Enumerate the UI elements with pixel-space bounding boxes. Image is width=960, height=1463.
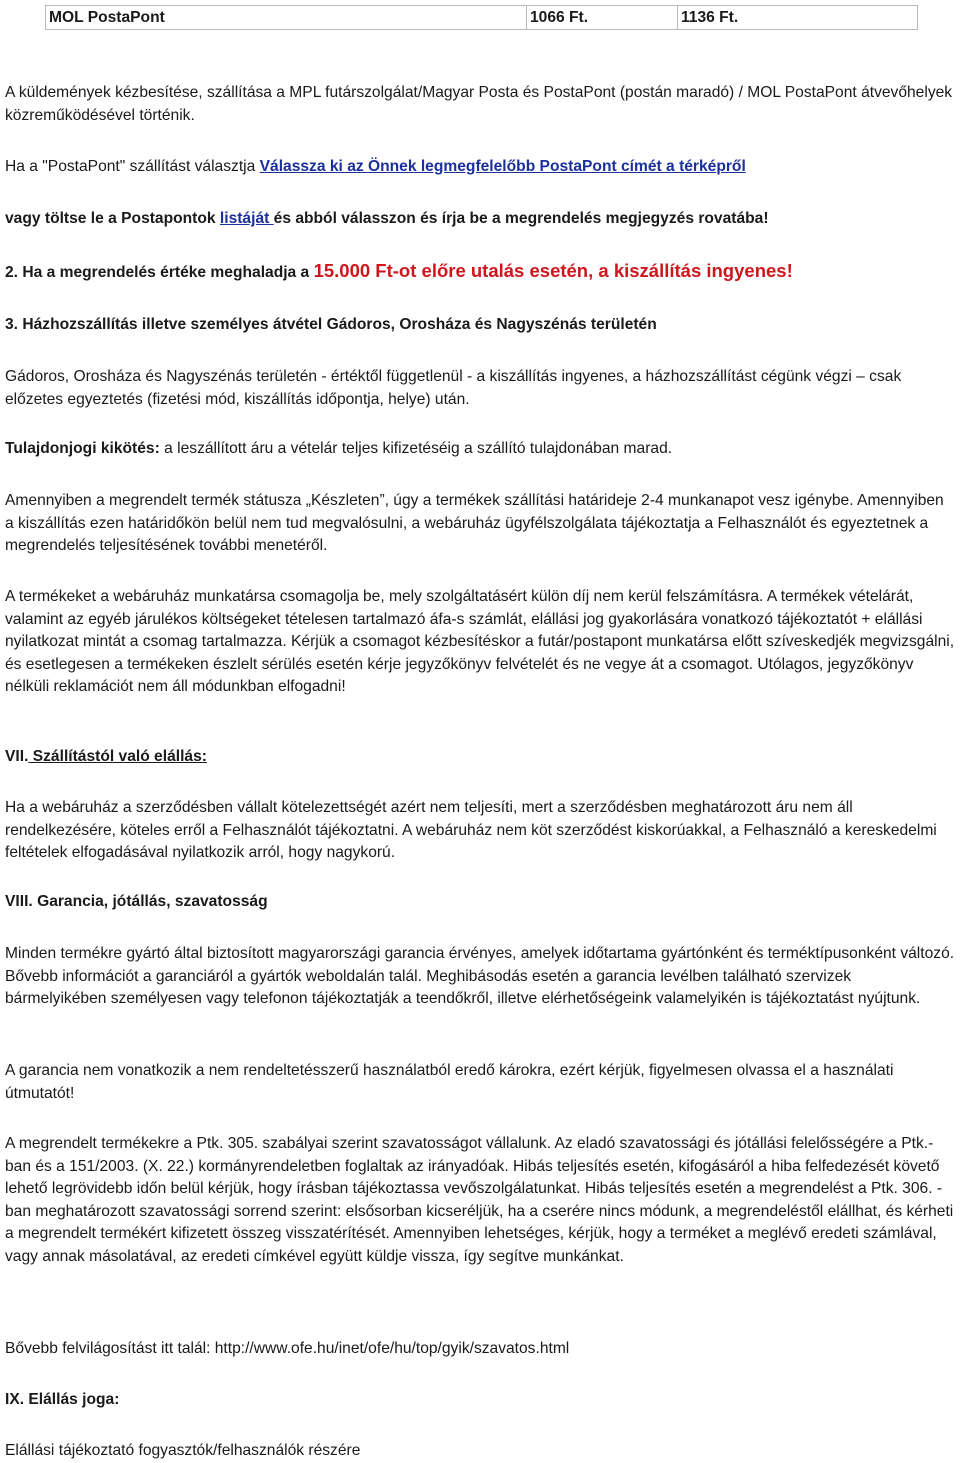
shipping-price-table — [45, 5, 918, 30]
section-vii-number: VII. — [5, 748, 29, 765]
section-ix-heading: IX. Elállás joga: — [5, 1391, 120, 1408]
liability-paragraph: A megrendelt termékekre a Ptk. 305. szabályai szerint szavatosságot vállalunk. Az eladó szavatossági és jótállási felelősségére a Ptk.-ban és a 151/2003. (X. 22.) kormányrendeletben foglaltak az irányadóak. Hibás teljesítés esetén, kifogásáról a hiba felfedezését követő lehető legrövidebb időn belül kérjük, hogy írásban tájékoztassa vevőszolgálatunkat. Hibás teljesítés esetén a megrendelést a Ptk. 306. -ban meghatározott szavatossági sorrend szerint: elsősorban kicseréljük, ha a cserére nincs módunk, a megrendeléstől elállhat, és kérheti a megrendelt termékért kifizetett összeg visszatérítését. Amennyiben lehetséges, kérjük, hogy a terméket a meglévő eredeti számlával, vagy annak másolatával, az eredeti címkével együtt küldje vissza, így segítve munkánkat. — [5, 1135, 954, 1265]
section-vii-paragraph: Ha a webáruház a szerződésben vállalt kötelezettségét azért nem teljesíti, mert a szerződésben meghatározott áru nem áll rendelkezésére, köteles erről a Felhasználót tájékoztatni. A webáruház nem köt szerződést kiskorúakkal, a Felhasználó a kereskedelmi feltételek elfogadásával nyilatkozik arról, hogy nagykorú. — [5, 799, 937, 861]
ownership-label: Tulajdonjogi kikötés: — [5, 440, 160, 457]
postapont-list-paragraph — [5, 208, 955, 231]
free-shipping-paragraph — [5, 260, 955, 285]
packing-paragraph: A termékeket a webáruház munkatársa csomagolja be, mely szolgáltatásért külön díj nem kerül felszámításra. A termékek vételárát, valamint az egyéb járulékos költségeket tételesen tartalmazó áfa-s számlát, elállási jog gyakorlására vonatkozó tájékoztatót + elállási nyilatkozat mintát a csomag tartalmazza. Kérjük a csomagot kézbesítéskor a futár/postapont munkatársa előtt szíveskedjék megvizsgálni, és esetlegesen a termékeken észlelt sérülés esetén kérje jegyzőkönyv felvételét és ne vegye át a csomagot. Utólagos, jegyzőkönyv nélküli reklamációt nem áll módunkban elfogadni! — [5, 588, 955, 695]
table-row — [46, 6, 918, 30]
postapont-text: Ha a "PostaPont" szállítást választja — [5, 158, 260, 175]
section-viii-heading: VIII. Garancia, jótállás, szavatosság — [5, 893, 268, 910]
more-info-paragraph: Bővebb felvilágosítást itt talál: http://www.ofe.hu/inet/ofe/hu/top/gyik/szavatos.html — [5, 1340, 570, 1357]
stock-delivery-paragraph: Amennyiben a megrendelt termék státusza „Készleten”, úgy a termékek szállítási határideje 2-4 munkanapot vesz igénybe. Amennyiben a kiszállítás ezen határidőkön belül nem tud megvalósulni, a webáruház ügyfélszolgálata tájékoztatja a Felhasználót és egyeztetnek a megrendelés teljesítésének további menetéről. — [5, 492, 944, 554]
list-prefix-text: vagy töltse le a Postapontok — [5, 210, 220, 227]
free-shipping-highlight: 15.000 Ft-ot előre utalás esetén, a kiszállítás ingyenes! — [313, 260, 793, 281]
price-cell: 1136 Ft. — [678, 6, 918, 30]
home-delivery-paragraph: Gádoros, Orosháza és Nagyszénás területén - értéktől függetlenül - a kiszállítás ingyenes, a házhozszállítást cégünk végzi – csak előzetes egyeztetés (fizetési mód, kiszállítás időpontja, helye) után. — [5, 368, 902, 408]
ownership-paragraph — [5, 438, 955, 461]
price-cell: 1066 Ft. — [527, 6, 678, 30]
postapont-paragraph — [5, 156, 955, 179]
warranty-paragraph: Minden termékre gyártó által biztosított magyarországi garancia érvényes, amelyek időtartama gyártónként és terméktípusonként változó. Bővebb információt a garanciáról a gyártók weboldalán talál. Meghibásodás esetén a garancia levélben található szervizek bármelyikében személyesen vagy telefonon tájékoztatják a teendőkről, illetve elérhetőségeink valamelyikén is tájékoztatást nyújtunk. — [5, 945, 955, 1007]
warranty-exclusion-paragraph: A garancia nem vonatkozik a nem rendeltetésszerű használatból eredő károkra, ezért kérjük, figyelmesen olvassa el a használati útmutatót! — [5, 1062, 894, 1102]
carrier-name-cell: MOL PostaPont — [46, 6, 527, 30]
section-vii-title: Szállítástól való elállás: — [28, 748, 207, 765]
ownership-text: a leszállított áru a vételár teljes kifizetéséig a szállító tulajdonában marad. — [159, 440, 673, 457]
postapont-list-link[interactable]: listáját — [219, 210, 274, 227]
free-shipping-text: 2. Ha a megrendelés értéke meghaladja a — [5, 264, 314, 281]
home-delivery-heading: 3. Házhozszállítás illetve személyes átvétel Gádoros, Orosháza és Nagyszénás területén — [5, 316, 657, 333]
delivery-paragraph: A küldemények kézbesítése, szállítása a MPL futárszolgálat/Magyar Posta és PostaPont (postán maradó) / MOL PostaPont átvevőhelyek közreműködésével történik. — [5, 84, 953, 124]
section-vii-heading — [5, 746, 955, 769]
list-suffix-text: és abból válasszon és írja be a megrendelés megjegyzés rovatába! — [273, 210, 769, 227]
withdrawal-info-paragraph: Elállási tájékoztató fogyasztók/felhasználók részére — [5, 1442, 361, 1459]
postapont-map-link[interactable]: Válassza ki az Önnek legmegfelelőbb PostaPont címét a térképről — [259, 158, 746, 175]
